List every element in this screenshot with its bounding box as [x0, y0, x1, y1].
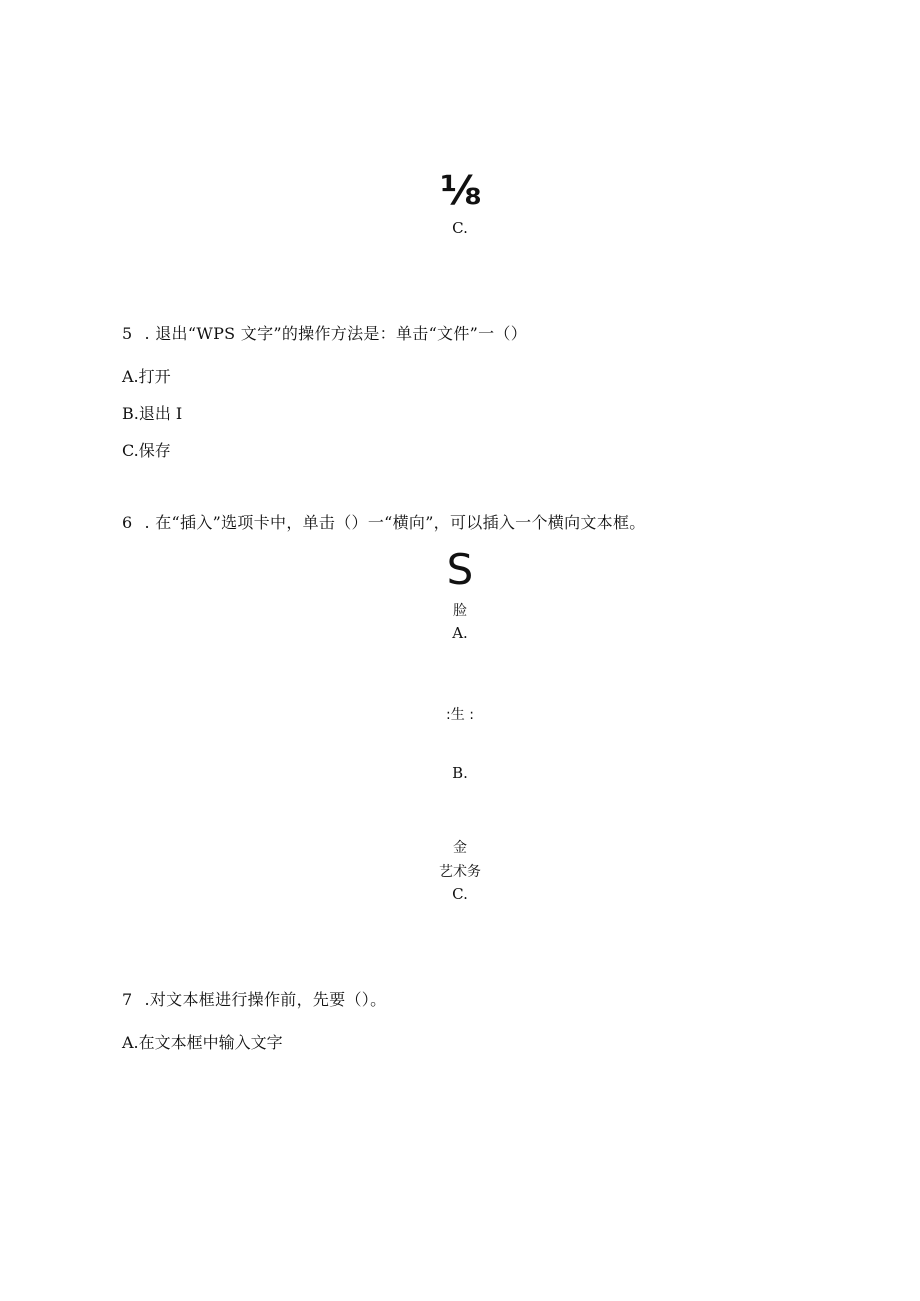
figure-label-a: A.: [452, 624, 468, 642]
question-number: 7: [122, 990, 133, 1009]
option-c-label: C.: [452, 219, 468, 237]
question-7: [122, 987, 386, 1010]
figure-label-b: B.: [452, 764, 468, 782]
question-5: [122, 321, 527, 344]
figure-glyph-a: 脸: [453, 603, 467, 619]
option-c: C.保存: [122, 441, 171, 460]
question-text: .对文本框进行操作前，先要（）。: [144, 990, 387, 1009]
question-text: . 退出“WPS 文字”的操作方法是：单击“文件”一（）: [144, 324, 528, 343]
wordart-icon: S: [446, 545, 474, 594]
question-6: [122, 510, 646, 533]
option-b: B.退出 I: [122, 404, 183, 423]
option-a: A.在文本框中输入文字: [122, 1033, 283, 1052]
question-number: 5: [122, 324, 133, 343]
question-number: 6: [122, 513, 133, 532]
figure-label-c: C.: [452, 885, 468, 903]
question-text: . 在“插入”选项卡中，单击（）一“横向”，可以插入一个横向文本框。: [144, 513, 646, 532]
figure-glyph-c1: 金: [453, 840, 467, 856]
fraction-icon: ⅛: [440, 168, 480, 214]
figure-glyph-c2: 艺术务: [439, 864, 481, 880]
figure-glyph-b: :生 :: [446, 707, 474, 723]
option-a: A.打开: [122, 367, 171, 386]
